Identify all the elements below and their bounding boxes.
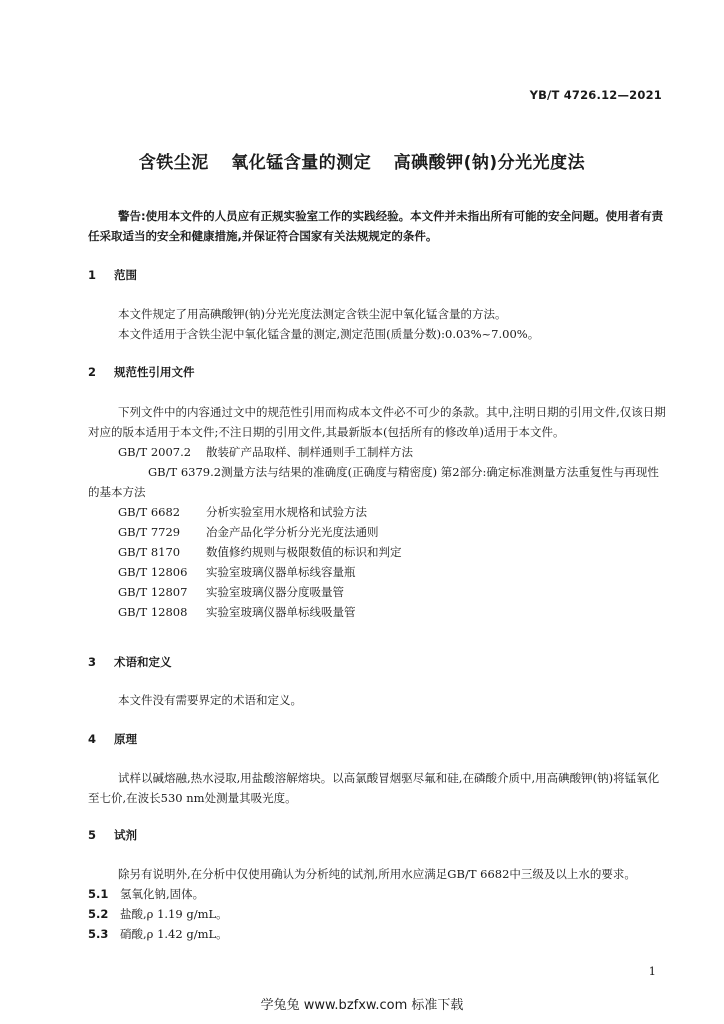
reference-name: 散装矿产品取样、制样通则手工制样方法 [206,445,413,459]
reference-item [88,602,670,622]
section-number: 5 [88,828,97,842]
reference-item [88,542,670,562]
reference-code: GB/T 2007.2 [118,445,192,459]
section-3-heading [88,654,172,670]
section-1-body [88,304,670,344]
section-title: 规范性引用文件 [114,365,195,379]
reference-name: 冶金产品化学分析分光光度法通则 [206,525,379,539]
reference-code: GB/T 6379.2 [148,465,222,479]
reference-code: GB/T 12808 [118,605,188,619]
clause-number: 5.3 [88,927,109,941]
document-title [0,148,724,173]
section-5-heading [88,827,137,843]
reference-name: 实验室玻璃仪器分度吸量管 [206,585,344,599]
reference-name: 数值修约规则与极限数值的标识和判定 [206,545,402,559]
paragraph: 下列文件中的内容通过文中的规范性引用而构成本文件必不可少的条款。其中,注明日期的引用文件,仅该日期对应的版本适用于本文件;不注日期的引用文件,其最新版本(包括所有的修改单)适用于本文件。 [88,405,666,439]
reference-code: GB/T 7729 [118,525,181,539]
section-title: 原理 [114,732,137,746]
section-5-body [88,864,670,944]
paragraph: 本文件没有需要界定的术语和定义。 [118,693,302,707]
reference-code: GB/T 8170 [118,545,181,559]
paragraph: 除另有说明外,在分析中仅使用确认为分析纯的试剂,所用水应满足GB/T 6682中三级及以上水的要求。 [118,867,636,881]
title-part-2: 氧化锰含量的测定 [231,153,372,173]
section-1-heading [88,267,137,283]
section-2-body [88,402,670,622]
section-4-heading [88,731,137,747]
reference-item [88,462,670,502]
clause-number: 5.2 [88,907,109,921]
section-4-body [88,768,670,808]
clause-text: 氢氧化钠,固体。 [120,887,205,901]
reference-code: GB/T 6682 [118,505,181,519]
clause-item [88,904,670,924]
reference-name: 分析实验室用水规格和试验方法 [206,505,367,519]
section-number: 3 [88,655,97,669]
footer-watermark-text: 学兔兔 www.bzfxw.com 标准下载 [260,998,464,1013]
section-number: 2 [88,365,97,379]
title-part-3: 高碘酸钾(钠)分光光度法 [393,153,586,173]
section-3-body [88,690,670,710]
reference-item [88,442,670,462]
paragraph: 本文件规定了用高碘酸钾(钠)分光光度法测定含铁尘泥中氧化锰含量的方法。 [118,307,507,321]
page-number: 1 [648,964,656,978]
paragraph: 本文件适用于含铁尘泥中氧化锰含量的测定,测定范围(质量分数):0.03%~7.00%。 [118,327,540,341]
reference-code: GB/T 12806 [118,565,188,579]
warning-paragraph: 警告:使用本文件的人员应有正规实验室工作的实践经验。本文件并未指出所有可能的安全问题。使用者有责任采取适当的安全和健康措施,并保证符合国家有关法规规定的条件。 [88,209,664,243]
section-2-heading [88,364,195,380]
title-part-1: 含铁尘泥 [138,153,209,173]
clause-item [88,884,670,904]
clause-item [88,924,670,944]
section-title: 术语和定义 [114,655,172,669]
reference-name: 实验室玻璃仪器单标线容量瓶 [206,565,356,579]
section-number: 1 [88,268,97,282]
clause-number: 5.1 [88,887,109,901]
reference-code: GB/T 12807 [118,585,188,599]
section-title: 范围 [114,268,137,282]
paragraph: 试样以碱熔融,热水浸取,用盐酸溶解熔块。以高氯酸冒烟驱尽氟和硅,在磷酸介质中,用高碘酸钾(钠)将锰氧化至七价,在波长530 nm处测量其吸光度。 [88,771,660,805]
reference-item [88,502,670,522]
section-number: 4 [88,732,97,746]
section-title: 试剂 [114,828,137,842]
reference-name: 测量方法与结果的准确度(正确度与精密度) 第2部分:确定标准测量方法重复性与再现性的基本方法 [88,465,659,499]
reference-item [88,582,670,602]
standard-number: YB/T 4726.12—2021 [529,88,662,102]
reference-item [88,522,670,542]
reference-name: 实验室玻璃仪器单标线吸量管 [206,605,356,619]
reference-item [88,562,670,582]
clause-text: 盐酸,ρ 1.19 g/mL。 [120,907,228,921]
clause-text: 硝酸,ρ 1.42 g/mL。 [120,927,228,941]
